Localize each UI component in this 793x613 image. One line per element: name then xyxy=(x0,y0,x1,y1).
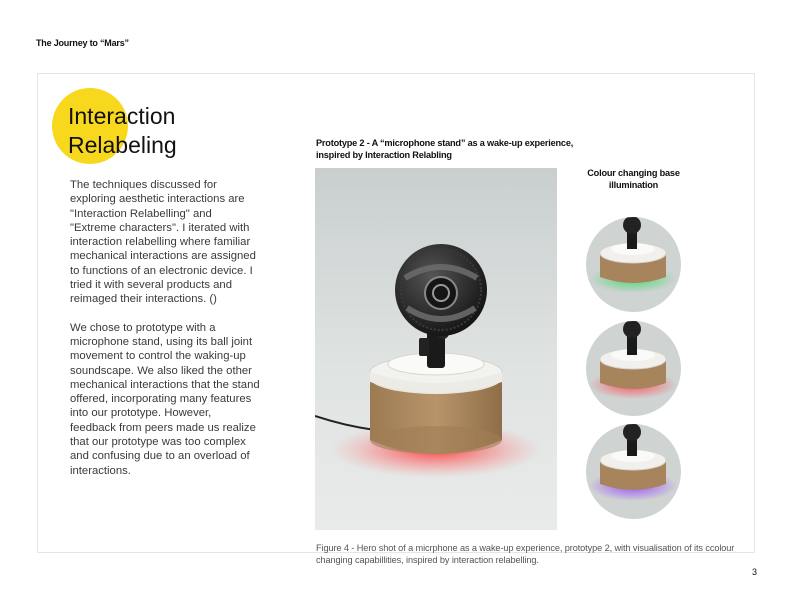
page-number: 3 xyxy=(752,567,758,577)
running-head: The Journey to “Mars” xyxy=(36,38,129,48)
body-text xyxy=(70,178,260,492)
section-title-line2: Relabeling xyxy=(68,132,177,158)
side-caption: Colour changing base illumination xyxy=(587,168,680,190)
figure-caption: Figure 4 - Hero shot of a micrphone as a wake-up experience, prototype 2, with visualisation of its ccolour changing capabillities, inspired by interaction relabelling. xyxy=(316,543,735,565)
section-title-line1: Interaction xyxy=(68,103,176,129)
thumbnail-purple-glow xyxy=(586,424,681,519)
body-paragraph-1: The techniques discussed for exploring aesthetic interactions are "Interaction Relabelling" and "Extreme characters". I iterated with interaction relabelling where familiar mechanical interactions are assigned to functions of an electronic device. I tried it with several products and reimaged their interactions. () xyxy=(70,179,256,306)
hero-photo xyxy=(315,168,557,530)
thumbnail-red-glow xyxy=(586,321,681,416)
section-title xyxy=(68,102,177,160)
prototype-caption: Prototype 2 - A “microphone stand” as a wake-up experience, inspired by Interaction Relabling xyxy=(316,138,574,160)
thumbnail-green-glow xyxy=(586,217,681,312)
body-paragraph-2: We chose to prototype with a microphone stand, using its ball joint movement to control the waking-up soundscape. We also liked the other mechanical interactions that the stand offered, incorporating many features into our prototype. However, feedback from peers made us realize that our prototype was too complex and confusing due to an overload of interactions. xyxy=(70,321,260,477)
